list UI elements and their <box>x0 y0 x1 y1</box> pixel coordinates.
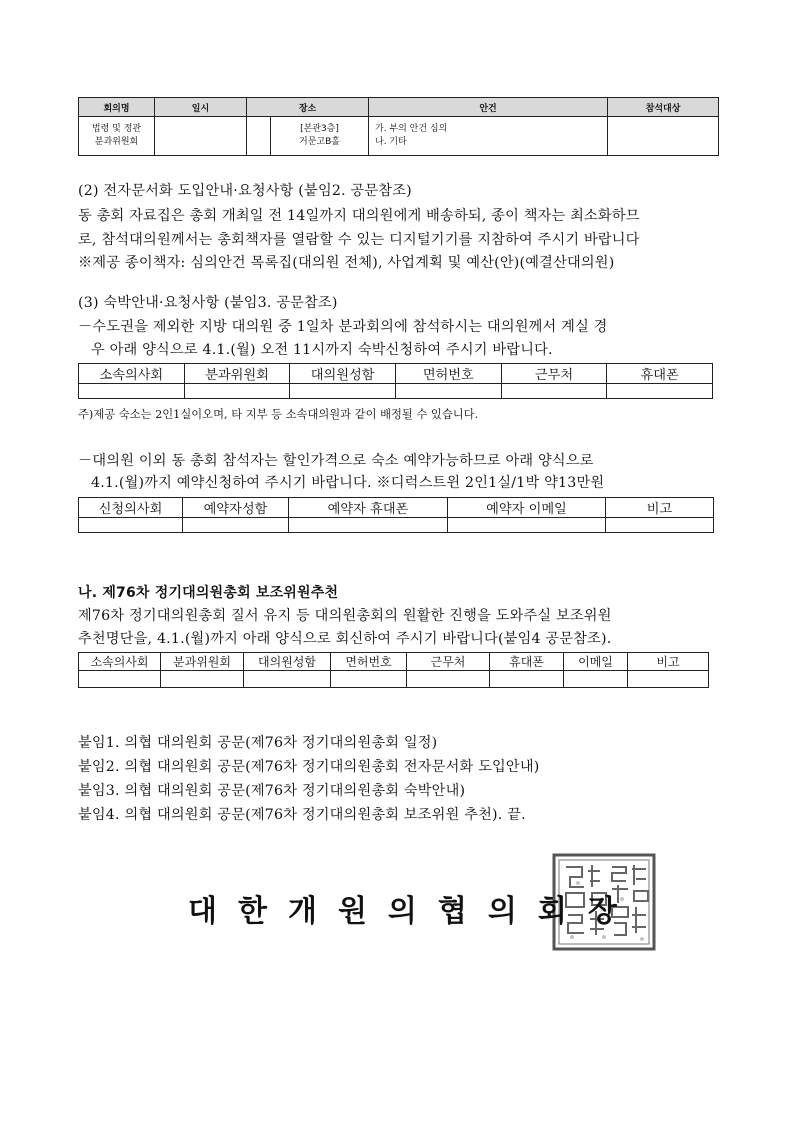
form-header-cell: 예약자 이메일 <box>448 498 606 518</box>
section3-text: －대의원 이외 동 총회 참석자는 할인가격으로 숙소 예약가능하므로 아래 양식으로 <box>78 453 594 469</box>
form-header-cell: 소속의사회 <box>79 364 185 384</box>
reservation-form-table <box>78 497 714 533</box>
header-cell: 장소 <box>247 98 369 117</box>
lodging-form-table <box>78 363 713 399</box>
form-header-cell: 근무처 <box>501 364 607 384</box>
form-input-cell[interactable] <box>79 671 161 688</box>
lodging-note: 주)제공 숙소는 2인1실이오며, 타 지부 등 소속대의원과 같이 배정될 수 있습니다. <box>78 408 479 421</box>
form-input-cell[interactable] <box>395 384 501 399</box>
header-cell: 참석대상 <box>608 98 719 117</box>
meeting-date-cell <box>155 117 247 156</box>
form-header-cell: 면허번호 <box>395 364 501 384</box>
meeting-place-cell <box>271 117 369 156</box>
header-cell: 회의명 <box>79 98 155 117</box>
form-input-cell[interactable] <box>448 518 606 533</box>
form-header-cell: 대의원성함 <box>244 653 331 671</box>
section-na-text: 추천명단을, 4.1.(월)까지 아래 양식으로 회신하여 주시기 바랍니다(붙임4 공문참조). <box>78 631 612 647</box>
header-cell: 안건 <box>369 98 608 117</box>
section3-text: 우 아래 양식으로 4.1.(월) 오전 11시까지 숙박신청하여 주시기 바랍니다. <box>91 342 553 358</box>
form-input-cell[interactable] <box>490 671 564 688</box>
form-input-row <box>79 671 709 688</box>
section3-text: －수도권을 제외한 지방 대의원 중 1일차 분과회의에 참석하시는 대의원께서 계실 경 <box>78 319 608 335</box>
form-header-cell: 예약자성함 <box>183 498 289 518</box>
meeting-place-line: 거문고B홀 <box>299 137 340 147</box>
form-header-cell: 근무처 <box>407 653 490 671</box>
meeting-name-line: 분과위원회 <box>94 137 139 147</box>
form-input-cell[interactable] <box>564 671 628 688</box>
form-header-cell: 신청의사회 <box>79 498 183 518</box>
meeting-name-line: 법령 및 정관 <box>91 124 142 134</box>
form-input-cell[interactable] <box>606 518 714 533</box>
attachment-item: 붙임2. 의협 대의원회 공문(제76차 정기대의원총회 전자문서화 도입안내) <box>78 759 540 775</box>
form-input-cell[interactable] <box>331 671 407 688</box>
section2-text: 로, 참석대의원께서는 총회책자를 열람할 수 있는 디지털기기를 지참하여 주시기 바랍니다 <box>78 232 640 248</box>
section2-note: ※제공 종이책자: 심의안건 목록집(대의원 전체), 사업계획 및 예산(안)(예결산대의원) <box>78 255 615 271</box>
meeting-name-cell <box>79 117 155 156</box>
meeting-attendees-cell <box>608 117 719 156</box>
form-header-row <box>79 498 714 518</box>
form-header-cell: 비고 <box>628 653 709 671</box>
assistant-form-table <box>78 652 709 688</box>
agenda-line: 나. 기타 <box>375 137 407 147</box>
form-header-cell: 소속의사회 <box>79 653 161 671</box>
meeting-table <box>78 97 719 156</box>
form-input-cell[interactable] <box>628 671 709 688</box>
form-header-cell: 분과위원회 <box>161 653 244 671</box>
attachment-item: 붙임1. 의협 대의원회 공문(제76차 정기대의원총회 일정) <box>78 735 438 751</box>
meeting-table-header <box>79 98 719 117</box>
section3-text: 4.1.(월)까지 예약신청하여 주시기 바랍니다. ※디럭스트윈 2인1실/1박 약13만원 <box>91 475 605 491</box>
form-input-cell[interactable] <box>407 671 490 688</box>
form-input-cell[interactable] <box>183 518 289 533</box>
form-header-cell: 비고 <box>606 498 714 518</box>
form-header-row <box>79 364 713 384</box>
form-input-cell[interactable] <box>79 384 185 399</box>
signature-name: 대한개원의협의회장 <box>188 894 638 929</box>
form-header-cell: 대의원성함 <box>290 364 396 384</box>
form-input-cell[interactable] <box>184 384 290 399</box>
empty-cell <box>247 117 271 156</box>
form-input-row <box>79 518 714 533</box>
form-input-cell[interactable] <box>501 384 607 399</box>
form-header-cell: 이메일 <box>564 653 628 671</box>
table-row <box>79 117 719 156</box>
section-na-heading: 나. 제76차 정기대의원총회 보조위원추천 <box>78 585 339 601</box>
header-cell: 일시 <box>155 98 247 117</box>
form-header-cell: 휴대폰 <box>490 653 564 671</box>
section3-heading: (3) 숙박안내·요청사항 (붙임3. 공문참조) <box>78 295 338 311</box>
form-input-cell[interactable] <box>79 518 183 533</box>
attachment-item: 붙임3. 의협 대의원회 공문(제76차 정기대의원총회 숙박안내) <box>78 783 466 799</box>
section-na-text: 제76차 정기대의원총회 질서 유지 등 대의원총회의 원활한 진행을 도와주실 보조위원 <box>78 608 612 624</box>
form-input-cell[interactable] <box>607 384 713 399</box>
form-header-cell: 예약자 휴대폰 <box>289 498 448 518</box>
form-header-row <box>79 653 709 671</box>
attachment-item: 붙임4. 의협 대의원회 공문(제76차 정기대의원총회 보조위원 추천). 끝. <box>78 807 526 823</box>
meeting-agenda-cell <box>369 117 608 156</box>
meeting-place-line: [본관3층] <box>300 124 339 134</box>
form-input-row <box>79 384 713 399</box>
form-header-cell: 분과위원회 <box>184 364 290 384</box>
form-input-cell[interactable] <box>289 518 448 533</box>
agenda-line: 가. 부의 안건 심의 <box>375 124 448 134</box>
form-header-cell: 면허번호 <box>331 653 407 671</box>
section2-heading: (2) 전자문서화 도입안내·요청사항 (붙임2. 공문참조) <box>78 183 412 199</box>
section2-text: 동 총회 자료집은 총회 개최일 전 14일까지 대의원에게 배송하되, 종이 책자는 최소화하므 <box>78 208 640 224</box>
form-header-cell: 휴대폰 <box>607 364 713 384</box>
form-input-cell[interactable] <box>290 384 396 399</box>
form-input-cell[interactable] <box>244 671 331 688</box>
form-input-cell[interactable] <box>161 671 244 688</box>
